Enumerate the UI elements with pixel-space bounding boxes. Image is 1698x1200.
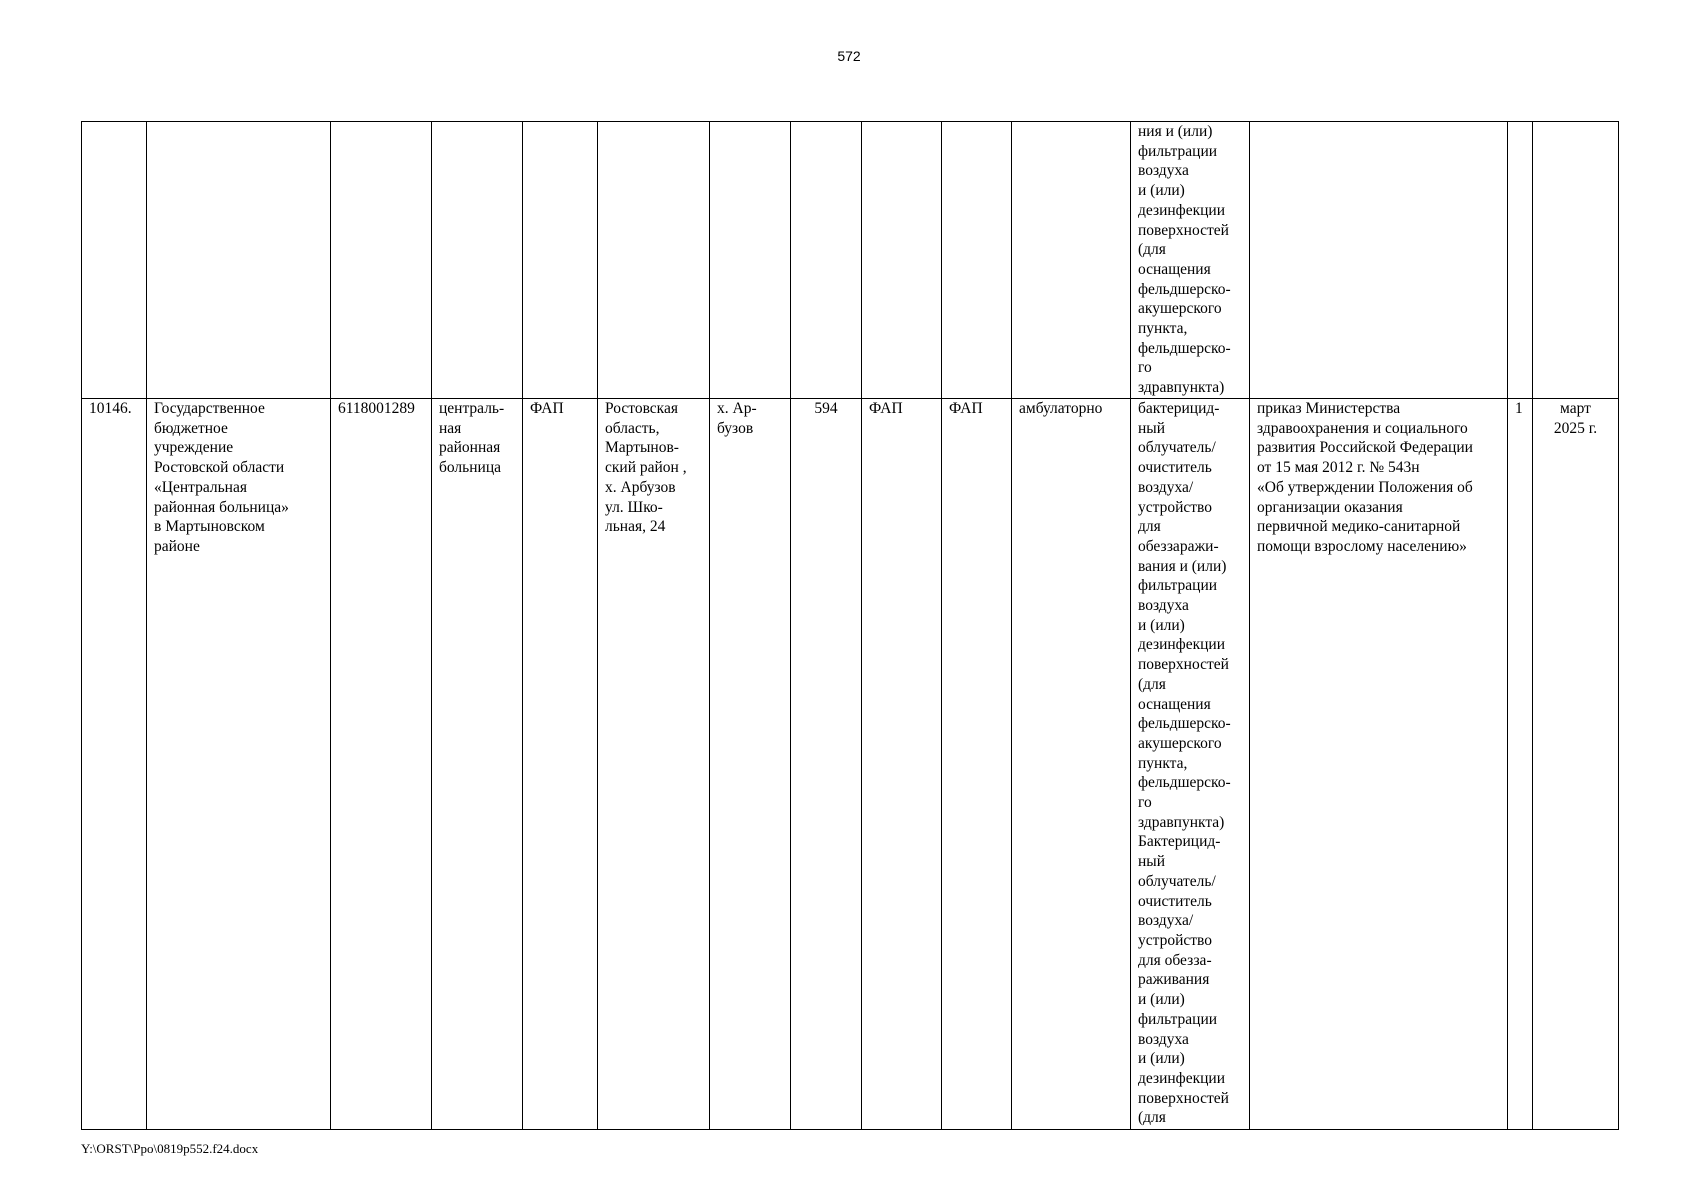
cell-date — [1533, 122, 1619, 399]
registry-table — [81, 121, 1619, 1130]
cell-index: 10146. — [82, 399, 147, 1130]
cell-unit3: ФАП — [942, 399, 1012, 1130]
cell-type: централь- ная районная больница — [432, 399, 523, 1130]
cell-unit3 — [942, 122, 1012, 399]
cell-inn: 6118001289 — [331, 399, 432, 1130]
cell-unit2 — [862, 122, 942, 399]
cell-unit: ФАП — [523, 399, 598, 1130]
cell-date: март 2025 г. — [1533, 399, 1619, 1130]
page-number: 572 — [837, 48, 861, 64]
cell-address: Ростовская область, Мартынов- ский район , х. Арбузов ул. Шко- льная, 24 — [598, 399, 710, 1130]
cell-care: амбулаторно — [1012, 399, 1131, 1130]
table-row — [82, 122, 1619, 399]
footer-file-path: Y:\ORST\Ppo\0819p552.f24.docx — [81, 1141, 259, 1156]
cell-equipment: бактерицид- ный облучатель/ очиститель воздуха/ устройство для обеззаражи- вания и (или) фильтрации воздуха и (или) дезинфекции поверхностей (для оснащения фельдшерско- акушерского пункта, фельдшерско- го здравпункта) Бактерицид- ный облучатель/ очиститель воздуха/ устройство для обезза- раживания и (или) фильтрации воздуха и (или) дезинфекции поверхностей (для — [1131, 399, 1250, 1130]
cell-care — [1012, 122, 1131, 399]
cell-population: 594 — [791, 399, 862, 1130]
cell-organization: Государственное бюджетное учреждение Ростовской области «Центральная районная больница» в Мартыновском районе — [147, 399, 331, 1130]
cell-order: приказ Министерства здравоохранения и социального развития Российской Федерации от 15 мая 2012 г. № 543н «Об утверждении Положения об организации оказания первичной медико-санитарной помощи взрослому населению» — [1250, 399, 1508, 1130]
cell-equipment: ния и (или) фильтрации воздуха и (или) дезинфекции поверхностей (для оснащения фельдшерско- акушерского пункта, фельдшерско- го здравпункта) — [1131, 122, 1250, 399]
cell-population — [791, 122, 862, 399]
cell-address — [598, 122, 710, 399]
cell-unit2: ФАП — [862, 399, 942, 1130]
cell-type — [432, 122, 523, 399]
cell-qty: 1 — [1508, 399, 1533, 1130]
cell-index — [82, 122, 147, 399]
cell-qty — [1508, 122, 1533, 399]
cell-settlement — [710, 122, 791, 399]
cell-organization — [147, 122, 331, 399]
cell-order — [1250, 122, 1508, 399]
cell-unit — [523, 122, 598, 399]
cell-settlement: х. Ар- бузов — [710, 399, 791, 1130]
cell-inn — [331, 122, 432, 399]
table-row — [82, 399, 1619, 1130]
